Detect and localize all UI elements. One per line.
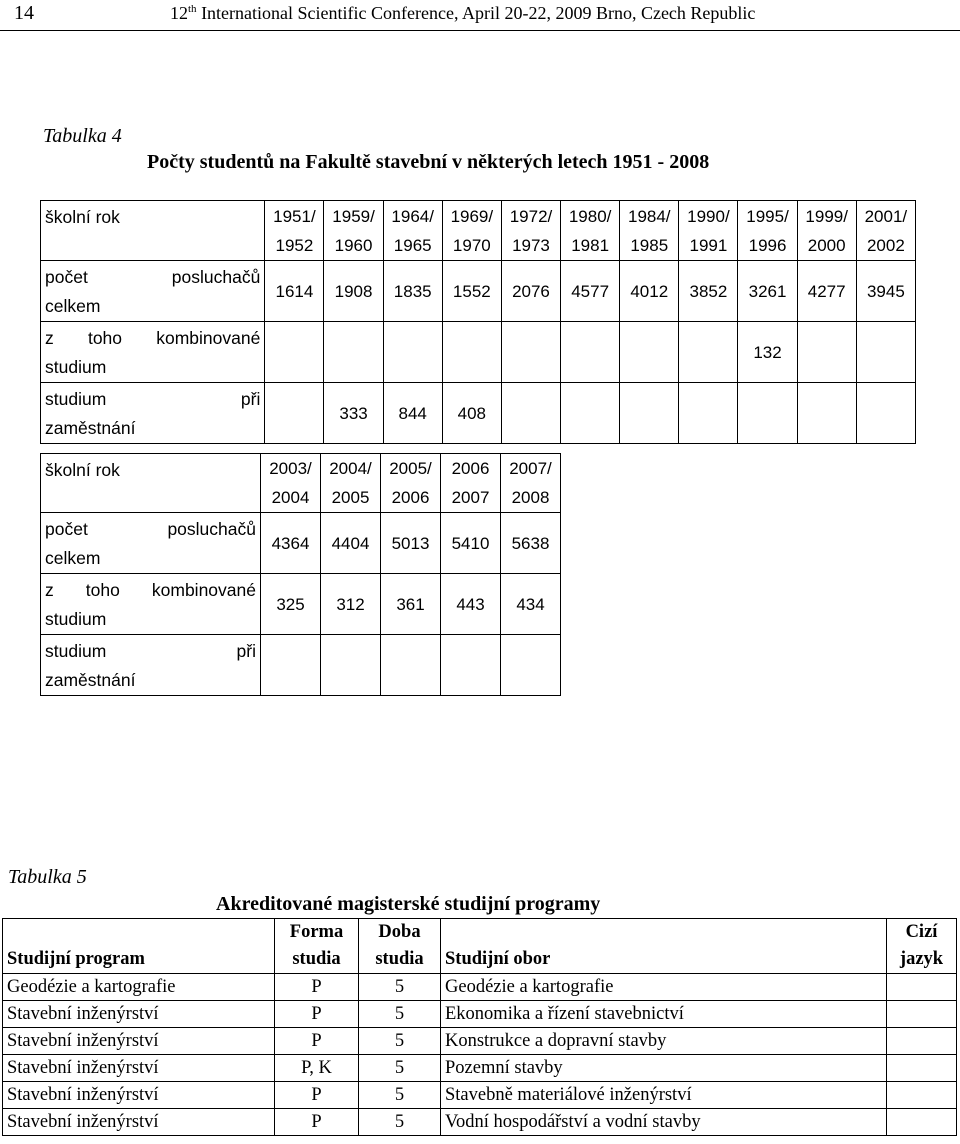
table-row — [3, 1028, 957, 1055]
table4-total-row — [41, 261, 916, 322]
form-cell: P — [275, 974, 359, 1001]
total-cell: 3945 — [856, 261, 915, 322]
combined-cell — [561, 322, 620, 383]
page-number: 14 — [14, 2, 34, 24]
employed-cell — [738, 383, 797, 444]
program-cell: Stavební inženýrství — [3, 1055, 275, 1082]
table4-part1 — [40, 200, 916, 444]
table4-combined-row — [41, 322, 916, 383]
total-cell: 4577 — [561, 261, 620, 322]
program-cell: Stavební inženýrství — [3, 1001, 275, 1028]
employed-cell — [321, 635, 381, 696]
total-cell: 3852 — [679, 261, 738, 322]
header-field: Studijní obor — [441, 919, 887, 974]
field-cell: Vodní hospodářství a vodní stavby — [441, 1109, 887, 1136]
combined-cell — [620, 322, 679, 383]
employed-cell: 844 — [383, 383, 442, 444]
table5 — [2, 918, 957, 1136]
conference-title: 12th International Scientific Conference, April 20-22, 2009 Brno, Czech Republic — [170, 3, 756, 23]
duration-cell: 5 — [359, 974, 441, 1001]
employed-cell — [265, 383, 324, 444]
total-cell: 4364 — [261, 513, 321, 574]
employed-cell — [501, 383, 560, 444]
row-label-combined: z toho kombinované studium — [41, 322, 265, 383]
employed-cell — [441, 635, 501, 696]
lang-cell — [887, 1055, 957, 1082]
duration-cell: 5 — [359, 1028, 441, 1055]
table5-caption: Tabulka 5 — [8, 866, 87, 888]
year-cell: 2006 2007 — [441, 454, 501, 513]
combined-cell — [442, 322, 501, 383]
employed-cell — [501, 635, 561, 696]
table4b-employed-row — [41, 635, 561, 696]
table4b-year-row — [41, 454, 561, 513]
field-cell: Stavebně materiálové inženýrství — [441, 1082, 887, 1109]
total-cell: 1552 — [442, 261, 501, 322]
row-label-combined: z toho kombinované studium — [41, 574, 261, 635]
program-cell: Stavební inženýrství — [3, 1082, 275, 1109]
combined-cell: 312 — [321, 574, 381, 635]
lang-cell — [887, 1109, 957, 1136]
combined-cell — [856, 322, 915, 383]
year-cell: 1964/ 1965 — [383, 201, 442, 261]
combined-cell — [383, 322, 442, 383]
year-cell: 1959/ 1960 — [324, 201, 383, 261]
duration-cell: 5 — [359, 1109, 441, 1136]
total-cell: 4277 — [797, 261, 856, 322]
year-cell: 1984/ 1985 — [620, 201, 679, 261]
combined-cell: 325 — [261, 574, 321, 635]
header-language: Cizí jazyk — [887, 919, 957, 974]
total-cell: 5013 — [381, 513, 441, 574]
table4-year-row — [41, 201, 916, 261]
employed-cell — [381, 635, 441, 696]
total-cell: 1908 — [324, 261, 383, 322]
field-cell: Geodézie a kartografie — [441, 974, 887, 1001]
year-cell: 1990/ 1991 — [679, 201, 738, 261]
program-cell: Stavební inženýrství — [3, 1109, 275, 1136]
year-cell: 1951/ 1952 — [265, 201, 324, 261]
total-cell: 5638 — [501, 513, 561, 574]
table-row — [3, 1001, 957, 1028]
duration-cell: 5 — [359, 1001, 441, 1028]
total-cell: 4012 — [620, 261, 679, 322]
employed-cell: 408 — [442, 383, 501, 444]
year-cell: 2007/ 2008 — [501, 454, 561, 513]
form-cell: P — [275, 1028, 359, 1055]
row-label-total: počet posluchačů celkem — [41, 513, 261, 574]
table4b-total-row — [41, 513, 561, 574]
year-cell: 1969/ 1970 — [442, 201, 501, 261]
table5-body — [3, 974, 957, 1136]
year-cell: 1972/ 1973 — [501, 201, 560, 261]
form-cell: P — [275, 1001, 359, 1028]
header-duration: Doba studia — [359, 919, 441, 974]
table4-employed-row — [41, 383, 916, 444]
duration-cell: 5 — [359, 1055, 441, 1082]
employed-cell — [856, 383, 915, 444]
table5-header-row — [3, 919, 957, 974]
employed-cell — [797, 383, 856, 444]
page-header — [0, 0, 960, 31]
total-cell: 4404 — [321, 513, 381, 574]
table-row — [3, 974, 957, 1001]
lang-cell — [887, 1082, 957, 1109]
program-cell: Geodézie a kartografie — [3, 974, 275, 1001]
combined-cell: 443 — [441, 574, 501, 635]
header-program: Studijní program — [3, 919, 275, 974]
year-cell: 2001/ 2002 — [856, 201, 915, 261]
program-cell: Stavební inženýrství — [3, 1028, 275, 1055]
field-cell: Pozemní stavby — [441, 1055, 887, 1082]
row-label-year: školní rok — [41, 454, 261, 513]
total-cell: 5410 — [441, 513, 501, 574]
combined-cell — [324, 322, 383, 383]
combined-cell — [679, 322, 738, 383]
row-label-year: školní rok — [41, 201, 265, 261]
lang-cell — [887, 1001, 957, 1028]
table4-part2 — [40, 453, 561, 696]
lang-cell — [887, 974, 957, 1001]
row-label-total: počet posluchačů celkem — [41, 261, 265, 322]
year-cell: 1995/ 1996 — [738, 201, 797, 261]
combined-cell — [265, 322, 324, 383]
combined-cell — [797, 322, 856, 383]
combined-cell: 434 — [501, 574, 561, 635]
year-cell: 1999/ 2000 — [797, 201, 856, 261]
table-row — [3, 1055, 957, 1082]
form-cell: P — [275, 1082, 359, 1109]
table-row — [3, 1082, 957, 1109]
employed-cell — [679, 383, 738, 444]
row-label-employed: studium při zaměstnání — [41, 383, 265, 444]
row-label-employed: studium při zaměstnání — [41, 635, 261, 696]
form-cell: P — [275, 1109, 359, 1136]
year-cell: 1980/ 1981 — [561, 201, 620, 261]
duration-cell: 5 — [359, 1082, 441, 1109]
field-cell: Konstrukce a dopravní stavby — [441, 1028, 887, 1055]
year-cell: 2003/ 2004 — [261, 454, 321, 513]
employed-cell — [620, 383, 679, 444]
total-cell: 1835 — [383, 261, 442, 322]
combined-cell — [501, 322, 560, 383]
total-cell: 2076 — [501, 261, 560, 322]
table-row — [3, 1109, 957, 1136]
table5-title: Akreditované magisterské studijní programy — [216, 893, 601, 915]
combined-cell: 361 — [381, 574, 441, 635]
combined-cell: 132 — [738, 322, 797, 383]
table4-title: Počty studentů na Fakultě stavební v některých letech 1951 - 2008 — [147, 151, 710, 173]
field-cell: Ekonomika a řízení stavebnictví — [441, 1001, 887, 1028]
table4-caption: Tabulka 4 — [43, 125, 122, 147]
year-cell: 2004/ 2005 — [321, 454, 381, 513]
form-cell: P, K — [275, 1055, 359, 1082]
employed-cell: 333 — [324, 383, 383, 444]
year-cell: 2005/ 2006 — [381, 454, 441, 513]
employed-cell — [561, 383, 620, 444]
total-cell: 1614 — [265, 261, 324, 322]
total-cell: 3261 — [738, 261, 797, 322]
header-form: Forma studia — [275, 919, 359, 974]
lang-cell — [887, 1028, 957, 1055]
table4b-combined-row — [41, 574, 561, 635]
employed-cell — [261, 635, 321, 696]
